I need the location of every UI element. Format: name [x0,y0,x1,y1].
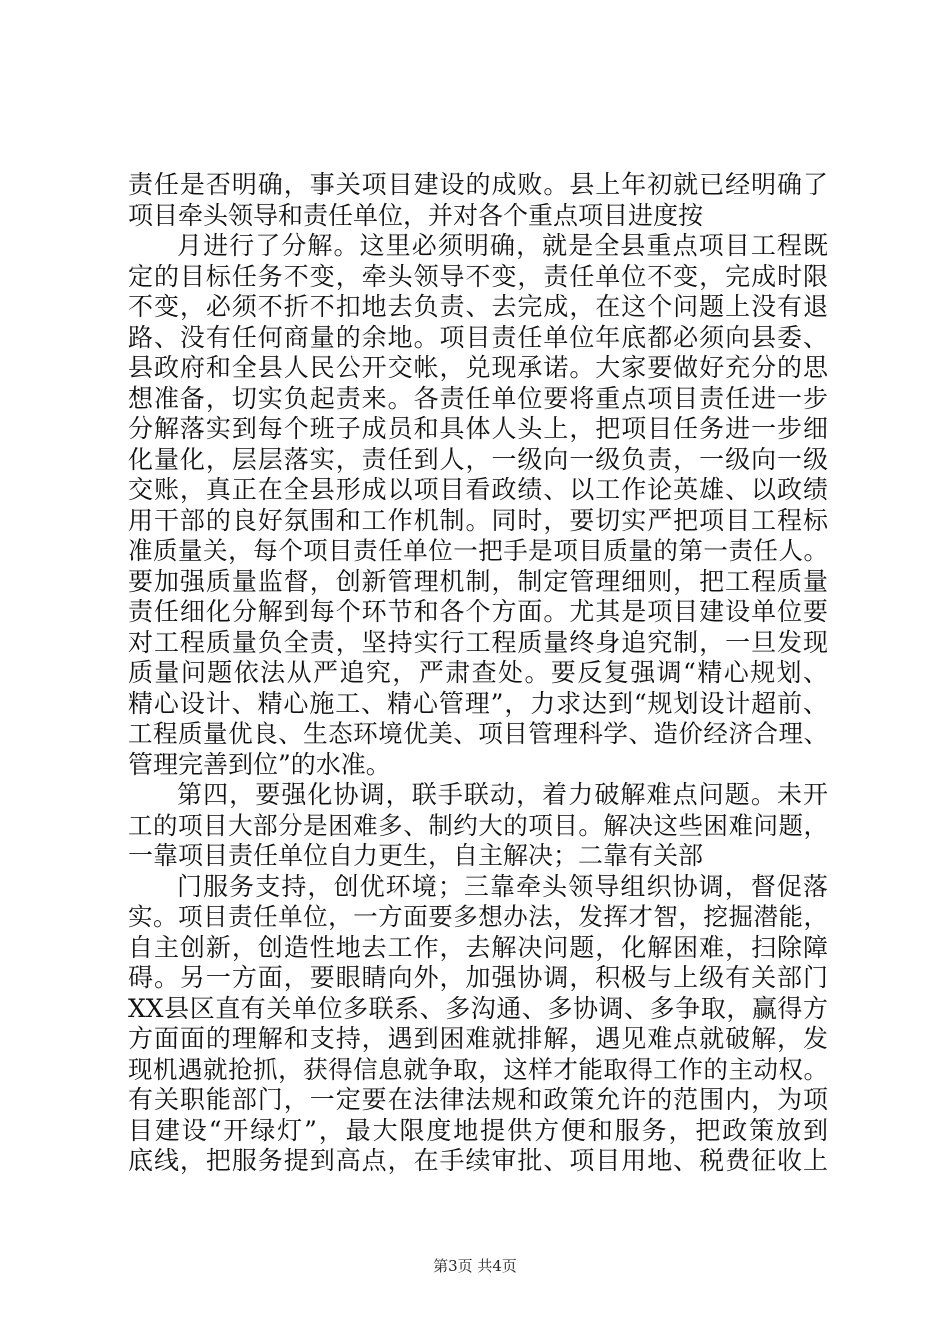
text-line: 有关职能部门，一定要在法律法规和政策允许的范围内，为项 [128,1085,828,1114]
text-line: 实。项目责任单位，一方面要多想办法，发挥才智，挖掘潜能， [128,902,828,931]
text-line: 第四，要强化协调，联手联动，着力破解难点问题。未开 [177,780,828,809]
text-line: 底线，把服务提到高点，在手续审批、项目用地、税费征收上 [128,1146,828,1175]
text-line: 想准备，切实负起责来。各责任单位要将重点项目责任进一步 [128,383,828,413]
text-line: 目建设“开绿灯”，最大限度地提供方便和服务，把政策放到 [128,1115,828,1145]
text-line: 门服务支持，创优环境；三靠牵头领导组织协调，督促落 [177,871,828,901]
text-line: 自主创新，创造性地去工作，去解决问题，化解困难，扫除障 [128,932,828,962]
text-line: 分解落实到每个班子成员和具体人头上，把项目任务进一步细 [128,414,828,443]
text-line: 项目牵头领导和责任单位，并对各个重点项目进度按 [128,200,704,230]
text-line: 准质量关，每个项目责任单位一把手是项目质量的第一责任人。 [128,536,828,565]
text-line: 责任是否明确，事关项目建设的成败。县上年初就已经明确了 [128,170,828,199]
page-number-footer: 第3页 共4页 [433,1257,517,1275]
text-line: 路、没有任何商量的余地。项目责任单位年底都必须向县委、 [128,322,828,352]
text-line: 对工程质量负全责，坚持实行工程质量终身追究制，一旦发现 [128,627,828,657]
body-text [128,170,828,1177]
text-line: XX县区直有关单位多联系、多沟通、多协调、多争取，赢得方 [128,993,828,1023]
text-line: 定的目标任务不变，牵头领导不变，责任单位不变，完成时限 [128,261,828,291]
text-line: 方面面的理解和支持，遇到困难就排解，遇见难点就破解，发 [128,1024,828,1053]
text-line: 责任细化分解到每个环节和各个方面。尤其是项目建设单位要 [128,597,828,626]
text-line: 化量化，层层落实，责任到人，一级向一级负责，一级向一级 [128,444,828,474]
text-line: 一靠项目责任单位自力更生，自主解决；二靠有关部 [128,841,704,870]
text-line: 要加强质量监督，创新管理机制，制定管理细则，把工程质量 [128,566,828,596]
text-line: 县政府和全县人民公开交帐，兑现承诺。大家要做好充分的思 [128,353,828,382]
text-line: 交账，真正在全县形成以项目看政绩、以工作论英雄、以政绩 [128,475,828,504]
text-line: 不变，必须不折不扣地去负责、去完成，在这个问题上没有退 [128,292,828,321]
text-line: 工程质量优良、生态环境优美、项目管理科学、造价经济合理、 [128,719,828,748]
text-line: 碍。另一方面，要眼睛向外，加强协调，积极与上级有关部门 [128,963,828,992]
text-line: 质量问题依法从严追究，严肃查处。要反复强调“精心规划、 [128,658,828,687]
text-line: 管理完善到位”的水准。 [128,749,391,779]
text-line: 工的项目大部分是困难多、制约大的项目。解决这些困难问题， [128,810,828,840]
text-line: 精心设计、精心施工、精心管理”，力求达到“规划设计超前、 [128,688,828,718]
text-line: 月进行了分解。这里必须明确，就是全县重点项目工程既 [177,231,828,260]
text-line: 用干部的良好氛围和工作机制。同时，要切实严把项目工程标 [128,505,828,535]
text-line: 现机遇就抢抓，获得信息就争取，这样才能取得工作的主动权。 [128,1054,828,1084]
